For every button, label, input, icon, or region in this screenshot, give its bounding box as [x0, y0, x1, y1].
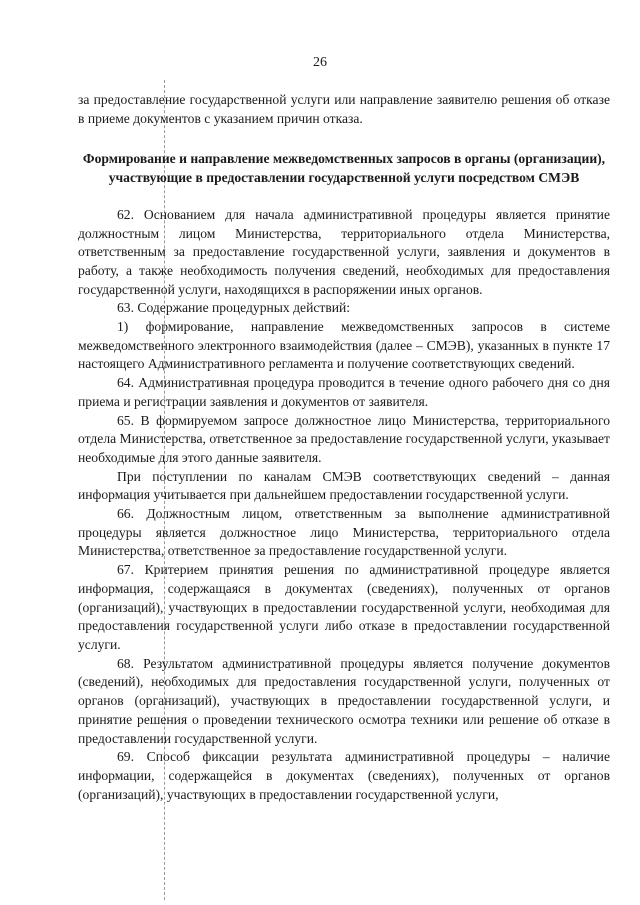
intro-text: за предоставление государственной услуги или направление заявителю решения об отказе в приеме документов с указанием причин отказа.: [78, 92, 610, 126]
paragraph-67: 67. Критерием принятия решения по административной процедуре является информация, содержащаяся в документах (сведениях), полученных от органов (организаций), участвующих в предоставлении государственной услуги, необходимая для предоставления государственной услуги либо отказе в предоставлении государственной услуги.: [78, 562, 610, 652]
paragraph-65-continuation: При поступлении по каналам СМЭВ соответствующих сведений – данная информация учитывается при дальнейшем предоставлении государственной услуги.: [78, 468, 610, 503]
document-body: [78, 91, 610, 804]
paragraph-64: 64. Административная процедура проводится в течение одного рабочего дня со дня приема и регистрации заявления и документов от заявителя.: [78, 375, 610, 409]
section-heading: Формирование и направление межведомственных запросов в органы (организации), участвующие в предоставлении государственной услуги посредством СМЭВ: [82, 151, 606, 186]
paragraph-65: 65. В формируемом запросе должностное лицо Министерства, территориального отдела Министерства, ответственное за предоставление государственной услуги, указывает необходимые для этого данные заявителя.: [78, 412, 610, 465]
paragraph-62: 62. Основанием для начала административной процедуры является принятие должностным лицом Министерства, территориального отдела Министерства, ответственным за предоставление государственной услуги, заявления и документов в работу, а также необходимость получения сведений, необходимых для предоставления государственной услуги, находящихся в распоряжении иных органов.: [78, 206, 610, 297]
page-number: 26: [313, 55, 327, 70]
paragraph-68: 68. Результатом административной процедуры является получение документов (сведений), необходимых для предоставления государственной услуги, полученных от органов (организаций), участвующих в предоставлении государственной услуги, и принятие решения о проведении технического осмотра техники или решение об отказе в предоставлении государственной услуги.: [78, 655, 610, 746]
paragraph-63: 63. Содержание процедурных действий:: [117, 300, 351, 316]
paragraph-66: 66. Должностным лицом, ответственным за выполнение административной процедуры является должностное лицо Министерства, территориального отдела Министерства, ответственное за предоставление государственной услуги.: [78, 506, 610, 559]
paragraph-69: 69. Способ фиксации результата административной процедуры – наличие информации, содержащейся в документах (сведениях), полученных от органов (организаций), участвующих в предоставлении государственной услуги,: [78, 749, 610, 802]
paragraph-63-item-1: 1) формирование, направление межведомственных запросов в системе межведомственного электронного взаимодействия (далее – СМЭВ), указанных в пункте 17 настоящего Административного регламента и получение соответствующих сведений.: [78, 319, 610, 372]
